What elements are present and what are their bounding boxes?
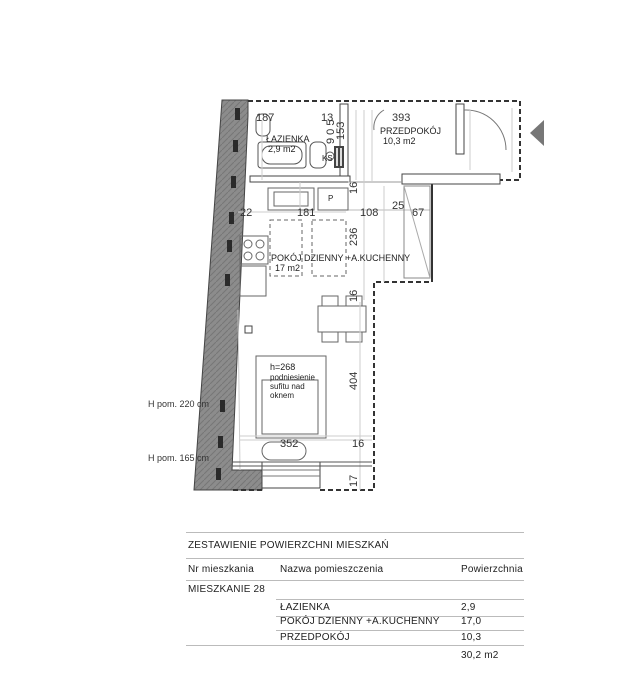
room-area-lazienka: 2,9 m2 [268,144,296,154]
total-area: 30,2 m2 [461,650,499,661]
dim-22: 22 [240,207,253,219]
room-name-lazienka: ŁAZIENKA [266,134,310,144]
ventilation-shaft [334,146,344,168]
ceiling-note-3: oknem [270,391,295,400]
unit-outline [248,101,520,490]
room-area-przedpokoj: 10,3 m2 [383,136,416,146]
dim-393: 393 [392,112,411,124]
dim-25: 25 [392,200,405,212]
row-name: POKÓJ DZIENNY +A.KUCHENNY [280,616,440,627]
ceiling-note-2: sufitu nad [270,382,305,391]
room-height-220: H pom. 220 cm [148,399,210,409]
row-area: 2,9 [461,602,476,613]
dim-153: 153 [335,121,347,140]
outer-wall [194,100,262,490]
table-title: ZESTAWIENIE POWIERZCHNI MIESZKAŃ [188,540,389,551]
room-name-pokoj: POKÓJ DZIENNY +A.KUCHENNY [271,253,411,263]
dim-67: 67 [412,207,425,219]
dim-905: 9 0 5 [325,119,337,144]
column-marker [245,326,252,333]
dim-404: 404 [348,371,360,390]
ks-label: KS [322,154,333,163]
dim-16-mid: 16 [348,289,360,302]
header-area: Powierzchnia [461,564,523,575]
entrance-arrow-icon [530,120,544,146]
room-height-165: H pom. 165 cm [148,453,210,463]
dim-187: 187 [256,112,275,124]
dim-181: 181 [297,207,316,219]
dim-13: 13 [321,112,334,124]
unit-label: MIESZKANIE 28 [188,584,266,595]
row-area: 17,0 [461,616,482,627]
dim-352: 352 [280,438,299,450]
fridge-label: P [328,194,334,203]
dim-236: 236 [348,227,360,246]
room-name-przedpokoj: PRZEDPOKÓJ [380,126,442,136]
ceiling-note-1: podniesienie [270,373,315,382]
dim-108: 108 [360,207,379,219]
header-nr: Nr mieszkania [188,564,254,575]
room-area-pokoj: 17 m2 [275,263,301,273]
dim-17: 17 [348,474,360,487]
row-name: ŁAZIENKA [280,602,330,613]
header-name: Nazwa pomieszczenia [280,564,384,575]
dim-16-bottom: 16 [352,438,365,450]
kitchen-units [240,188,348,296]
row-area: 10,3 [461,632,482,643]
height-268: h=268 [270,362,296,372]
table-header-row [186,564,524,580]
dim-16-top: 16 [348,181,360,194]
row-name: PRZEDPOKÓJ [280,632,350,643]
